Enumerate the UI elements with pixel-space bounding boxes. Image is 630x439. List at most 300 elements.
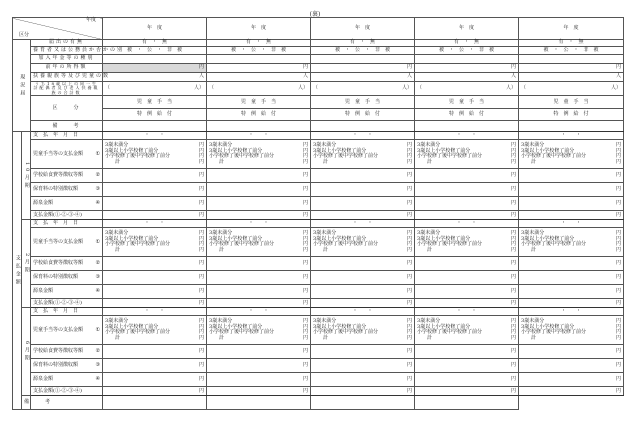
status-value-cell[interactable] (207, 40, 311, 47)
date-value: ・ ・ (456, 220, 477, 227)
payment-value-cell[interactable] (207, 316, 311, 345)
date-value: ・ ・ (352, 308, 373, 315)
detail-yen: 円 (199, 335, 205, 341)
status-value-cell[interactable] (415, 64, 519, 73)
yen-unit: 円 (407, 376, 413, 383)
payment-value-cell[interactable] (415, 257, 519, 271)
person-unit: 人 (616, 73, 622, 80)
payment-value-cell[interactable] (207, 345, 311, 359)
circle-1: ① (95, 238, 101, 245)
detail-yen: 円 (616, 329, 622, 336)
yen-unit: 円 (616, 211, 622, 218)
yen-unit: 円 (407, 211, 413, 218)
payment-value-cell[interactable] (103, 345, 207, 359)
person-unit: 人 (303, 73, 309, 80)
payment-value-cell[interactable] (311, 228, 415, 257)
detail-yen: 円 (303, 147, 309, 154)
payment-value-cell[interactable] (519, 228, 624, 257)
detail-line-label: 3歳未満分 (105, 318, 129, 325)
yen-unit: 円 (303, 172, 309, 179)
payment-value-cell[interactable] (311, 308, 415, 316)
status-value-cell[interactable] (103, 96, 207, 109)
nursery-fee-label: 保育料の特別徴収額 (33, 362, 79, 369)
detail-line-label: 3歳以上小学校修了前分 (417, 147, 471, 154)
detail-line-label: 3歳以上小学校修了前分 (313, 147, 367, 154)
detail-yen: 円 (199, 235, 205, 242)
detail-yen: 円 (616, 318, 622, 325)
yen-unit: 円 (199, 172, 205, 179)
tax-label: 源泉金額 (33, 200, 54, 207)
status-value-cell[interactable] (311, 64, 415, 73)
payment-value-cell[interactable] (311, 220, 415, 228)
yen-unit: 円 (511, 376, 517, 383)
payment-value-cell[interactable] (311, 316, 415, 345)
detail-line-label: 計 (427, 247, 433, 253)
payment-value-cell[interactable] (415, 345, 519, 359)
payment-remarks-cell[interactable] (207, 396, 311, 410)
payment-row-label (31, 211, 103, 220)
status-row-label (31, 96, 103, 121)
status-value-cell[interactable] (103, 121, 207, 132)
status-label-3: 前年の所得額 (45, 64, 88, 71)
payment-value-cell[interactable] (207, 299, 311, 308)
payment-row-label (31, 169, 103, 183)
payment-value-cell[interactable] (519, 169, 624, 183)
period-month-label: 6月期 (23, 340, 30, 363)
payment-value-cell[interactable] (103, 140, 207, 169)
period-month-label: 10月期 (23, 161, 30, 191)
payment-remarks-cell[interactable] (311, 396, 415, 410)
status-value-cell[interactable] (415, 40, 519, 47)
detail-yen: 円 (303, 335, 309, 341)
payment-value-cell[interactable] (207, 211, 311, 220)
detail-line-label: 計 (323, 335, 329, 341)
payment-value-cell[interactable] (207, 257, 311, 271)
payment-value-cell[interactable] (103, 169, 207, 183)
payment-value-cell[interactable] (519, 345, 624, 359)
payment-value-cell[interactable] (207, 308, 311, 316)
payment-value-cell[interactable] (311, 132, 415, 140)
status-value-cell[interactable] (415, 109, 519, 121)
payment-value-cell[interactable] (519, 271, 624, 285)
status-value-cell[interactable] (311, 55, 415, 64)
payment-row-label (31, 373, 103, 387)
payment-value-cell[interactable] (207, 220, 311, 228)
detail-line-label: 小学校修了後中学校修了前分 (313, 329, 379, 336)
teate-amount-label: 児童手当等の支払金額 (33, 150, 84, 157)
yen-unit: 円 (199, 274, 205, 281)
payment-value-cell[interactable] (311, 387, 415, 396)
status-row-label (31, 64, 103, 73)
date-label: 支 払 年 月 日 (33, 308, 79, 315)
payment-value-cell[interactable] (519, 359, 624, 373)
payment-value-cell[interactable] (103, 373, 207, 387)
status-value-cell[interactable] (103, 55, 207, 64)
yen-unit: 円 (511, 200, 517, 207)
payment-value-cell[interactable] (103, 316, 207, 345)
detail-line-label: 3歳未満分 (313, 142, 337, 149)
status-value-cell[interactable] (103, 109, 207, 121)
circle-3: ③ (95, 274, 101, 281)
payment-value-cell[interactable] (311, 359, 415, 373)
school-fee-label: 学校給食費等徴収等額 (33, 172, 84, 179)
detail-line-label: 小学校修了後中学校修了前分 (209, 241, 275, 248)
yen-unit: 円 (616, 172, 622, 179)
payment-value-cell[interactable] (519, 387, 624, 396)
date-value: ・ ・ (248, 220, 269, 227)
status-value-cell[interactable] (519, 121, 624, 132)
payment-value-cell[interactable] (207, 285, 311, 299)
yen-unit: 円 (199, 211, 205, 218)
status-value-cell[interactable] (311, 47, 415, 55)
detail-line-label: 計 (115, 335, 121, 341)
paren-close: 人） (506, 84, 517, 91)
payment-value-cell[interactable] (207, 271, 311, 285)
detail-yen: 円 (199, 153, 205, 160)
yen-unit: 円 (511, 348, 517, 355)
status-row-label (31, 40, 103, 47)
status-value-cell[interactable] (207, 47, 311, 55)
payment-value-cell[interactable] (207, 359, 311, 373)
detail-yen: 円 (511, 335, 517, 341)
payment-value-cell[interactable] (519, 220, 624, 228)
status-value-cell[interactable] (103, 64, 207, 73)
payment-value-cell[interactable] (415, 308, 519, 316)
yen-unit: 円 (199, 362, 205, 369)
date-value: ・ ・ (456, 308, 477, 315)
yen-unit: 円 (407, 274, 413, 281)
date-value: ・ ・ (144, 132, 165, 139)
payment-value-cell[interactable] (415, 140, 519, 169)
payment-value-cell[interactable] (415, 299, 519, 308)
payment-row-label (31, 132, 103, 140)
payment-value-cell[interactable] (519, 257, 624, 271)
person-unit: 人 (199, 73, 205, 80)
status-label-8: 備 考 (52, 122, 81, 129)
detail-line-label: 3歳以上小学校修了前分 (521, 323, 575, 330)
detail-yen: 円 (511, 318, 517, 325)
status-row-label (31, 121, 103, 132)
detail-yen: 円 (199, 247, 205, 253)
payment-value-cell[interactable] (519, 183, 624, 197)
payment-value-cell[interactable] (207, 183, 311, 197)
yen-unit: 円 (303, 387, 309, 394)
payment-value-cell[interactable] (311, 373, 415, 387)
circle-4: ④ (95, 200, 101, 207)
status-value-cell[interactable] (207, 55, 311, 64)
yen-unit: 円 (407, 299, 413, 306)
detail-yen: 円 (303, 247, 309, 253)
detail-yen: 円 (199, 241, 205, 248)
status-value-cell[interactable] (103, 82, 207, 96)
header-kubun: 区分 (19, 32, 30, 39)
payment-value-cell[interactable] (103, 359, 207, 373)
detail-line-label: 計 (427, 335, 433, 341)
guardian-value: 被 ・ 公 ・ 非 被 (439, 46, 495, 53)
detail-line-label: 小学校修了後中学校修了前分 (313, 241, 379, 248)
status-value-cell[interactable] (207, 121, 311, 132)
yen-unit: 円 (199, 376, 205, 383)
payment-value-cell[interactable] (103, 197, 207, 211)
payment-value-cell[interactable] (519, 308, 624, 316)
status-value-cell[interactable] (415, 55, 519, 64)
yen-unit: 円 (407, 288, 413, 295)
year-column-header (207, 18, 311, 40)
payment-row-label (31, 220, 103, 228)
detail-yen: 円 (303, 153, 309, 160)
payment-value-cell[interactable] (519, 373, 624, 387)
circle-3: ③ (95, 362, 101, 369)
detail-line-label: 3歳以上小学校修了前分 (313, 235, 367, 242)
payment-value-cell[interactable] (103, 183, 207, 197)
payment-value-cell[interactable] (519, 316, 624, 345)
detail-line-label: 計 (531, 159, 537, 165)
status-value-cell[interactable] (103, 40, 207, 47)
detail-line-label: 小学校修了後中学校修了前分 (417, 241, 483, 248)
status-label-4: 扶養親族等及び児童の数 (33, 73, 111, 80)
detail-yen: 円 (511, 153, 517, 160)
status-value-cell[interactable] (207, 96, 311, 109)
yen-unit: 円 (616, 200, 622, 207)
payment-value-cell[interactable] (103, 308, 207, 316)
payment-value-cell[interactable] (207, 197, 311, 211)
detail-line-label: 計 (115, 247, 121, 253)
payment-row-label (31, 228, 103, 257)
payment-value-cell[interactable] (207, 169, 311, 183)
detail-yen: 円 (407, 241, 413, 248)
payment-value-cell[interactable] (311, 211, 415, 220)
status-value-cell[interactable] (311, 109, 415, 121)
payment-value-cell[interactable] (103, 271, 207, 285)
payment-value-cell[interactable] (415, 197, 519, 211)
status-value-cell[interactable] (415, 47, 519, 55)
status-value-cell[interactable] (311, 40, 415, 47)
payment-value-cell[interactable] (519, 197, 624, 211)
date-label: 支 払 年 月 日 (33, 132, 79, 139)
payment-value-cell[interactable] (415, 132, 519, 140)
detail-yen: 円 (616, 142, 622, 149)
payment-value-cell[interactable] (415, 228, 519, 257)
detail-yen: 円 (199, 159, 205, 165)
payment-value-cell[interactable] (311, 169, 415, 183)
paren-close: 人） (194, 84, 205, 91)
status-value-cell[interactable] (415, 73, 519, 82)
payment-value-cell[interactable] (103, 257, 207, 271)
yen-unit: 円 (199, 64, 205, 71)
detail-yen: 円 (511, 147, 517, 154)
status-value-cell[interactable] (311, 121, 415, 132)
status-row-label (31, 46, 125, 55)
payment-value-cell[interactable] (415, 220, 519, 228)
detail-yen: 円 (199, 318, 205, 325)
paren-close: 人） (611, 84, 622, 91)
payment-value-cell[interactable] (415, 271, 519, 285)
circle-1: ① (95, 150, 101, 157)
status-value-cell[interactable] (519, 109, 624, 121)
person-unit: 人 (511, 73, 517, 80)
status-value-cell[interactable] (415, 121, 519, 132)
paren-open: （ (105, 84, 111, 91)
year-column-header (519, 18, 624, 40)
payment-value-cell[interactable] (311, 285, 415, 299)
date-value: ・ ・ (352, 132, 373, 139)
payment-value-cell[interactable] (311, 197, 415, 211)
detail-line-label: 小学校修了後中学校修了前分 (313, 153, 379, 160)
payment-value-cell[interactable] (519, 211, 624, 220)
payment-value-cell[interactable] (311, 299, 415, 308)
guardian-value: 被 ・ 公 ・ 非 被 (127, 46, 183, 53)
payment-value-cell[interactable] (415, 169, 519, 183)
status-value-cell[interactable] (415, 82, 519, 96)
status-value-cell[interactable] (519, 40, 624, 47)
payment-value-cell[interactable] (415, 285, 519, 299)
year-header-2: 年 度 (355, 24, 371, 31)
payment-value-cell[interactable] (311, 257, 415, 271)
status-value-cell[interactable] (311, 96, 415, 109)
todoke-value: 有 ・ 無 (454, 39, 480, 46)
payment-value-cell[interactable] (311, 345, 415, 359)
yen-unit: 円 (199, 200, 205, 207)
payment-value-cell[interactable] (103, 132, 207, 140)
detail-line-label: 小学校修了後中学校修了前分 (209, 329, 275, 336)
payment-value-cell[interactable] (207, 373, 311, 387)
yen-unit: 円 (407, 64, 413, 71)
status-value-cell[interactable] (519, 82, 624, 96)
yen-unit: 円 (303, 260, 309, 267)
status-value-cell[interactable] (519, 96, 624, 109)
detail-line-label: 小学校修了後中学校修了前分 (417, 329, 483, 336)
detail-yen: 円 (616, 247, 622, 253)
teate-option: 児 童 手 当 (449, 98, 485, 105)
payment-remarks-cell[interactable] (415, 396, 519, 410)
total-label: 支払金額(①-②-③-④) (33, 299, 82, 306)
detail-yen: 円 (511, 230, 517, 237)
payment-value-cell[interactable] (415, 359, 519, 373)
payment-remarks-cell[interactable] (103, 396, 207, 410)
date-value: ・ ・ (561, 220, 582, 227)
date-value: ・ ・ (144, 308, 165, 315)
status-value-cell[interactable] (415, 96, 519, 109)
payment-value-cell[interactable] (311, 183, 415, 197)
payment-value-cell[interactable] (519, 140, 624, 169)
status-value-cell[interactable] (207, 82, 311, 96)
detail-line-label: 小学校修了後中学校修了前分 (521, 329, 587, 336)
detail-yen: 円 (511, 241, 517, 248)
detail-yen: 円 (407, 147, 413, 154)
detail-yen: 円 (407, 159, 413, 165)
status-value-cell[interactable] (311, 73, 415, 82)
payment-value-cell[interactable] (519, 132, 624, 140)
paren-open: （ (521, 84, 527, 91)
school-fee-label: 学校給食費等徴収等額 (33, 260, 84, 267)
circle-3: ③ (95, 186, 101, 193)
payment-value-cell[interactable] (103, 387, 207, 396)
payment-value-cell[interactable] (415, 211, 519, 220)
detail-yen: 円 (511, 142, 517, 149)
yen-unit: 円 (199, 288, 205, 295)
yen-unit: 円 (199, 387, 205, 394)
payment-value-cell[interactable] (207, 387, 311, 396)
payment-value-cell[interactable] (415, 316, 519, 345)
status-value-cell[interactable] (311, 82, 415, 96)
payment-row-label (31, 257, 103, 271)
payment-value-cell[interactable] (103, 220, 207, 228)
status-value-cell[interactable] (519, 47, 624, 55)
payment-value-cell[interactable] (103, 211, 207, 220)
payment-value-cell[interactable] (519, 285, 624, 299)
payment-value-cell[interactable] (311, 271, 415, 285)
yen-unit: 円 (407, 186, 413, 193)
year-header-1: 年 度 (251, 24, 267, 31)
status-value-cell[interactable] (519, 55, 624, 64)
payment-value-cell[interactable] (415, 387, 519, 396)
payment-value-cell[interactable] (415, 183, 519, 197)
detail-yen: 円 (303, 323, 309, 330)
detail-yen: 円 (199, 230, 205, 237)
payment-value-cell[interactable] (415, 373, 519, 387)
yen-unit: 円 (511, 172, 517, 179)
payment-value-cell[interactable] (103, 285, 207, 299)
detail-yen: 円 (616, 335, 622, 341)
yen-unit: 円 (199, 186, 205, 193)
detail-line-label: 3歳以上小学校修了前分 (417, 323, 471, 330)
status-row-label (31, 82, 103, 96)
yen-unit: 円 (303, 64, 309, 71)
year-header-3: 年 度 (459, 24, 475, 31)
detail-line-label: 3歳未満分 (209, 230, 233, 237)
payment-row-label (31, 345, 103, 359)
tax-label: 源泉金額 (33, 376, 54, 383)
date-value: ・ ・ (144, 220, 165, 227)
detail-line-label: 3歳未満分 (105, 142, 129, 149)
status-group-label: 現況届 (19, 73, 26, 98)
yen-unit: 円 (303, 376, 309, 383)
status-value-cell[interactable] (103, 73, 207, 82)
status-value-cell[interactable] (207, 73, 311, 82)
guardian-value: 被 ・ 公 ・ 非 被 (231, 46, 287, 53)
payment-value-cell[interactable] (519, 299, 624, 308)
detail-line-label: 小学校修了後中学校修了前分 (105, 241, 171, 248)
payment-value-cell[interactable] (207, 132, 311, 140)
detail-line-label: 小学校修了後中学校修了前分 (521, 153, 587, 160)
detail-yen: 円 (199, 329, 205, 336)
status-value-cell[interactable] (207, 109, 311, 121)
status-value-cell[interactable] (519, 73, 624, 82)
tokurei-option: 特 例 給 付 (345, 111, 381, 118)
detail-line-label: 3歳以上小学校修了前分 (105, 323, 159, 330)
detail-line-label: 計 (427, 159, 433, 165)
payment-value-cell[interactable] (103, 299, 207, 308)
payment-value-cell[interactable] (207, 140, 311, 169)
status-group-cell (13, 40, 31, 132)
detail-yen: 円 (511, 323, 517, 330)
payment-value-cell[interactable] (207, 228, 311, 257)
payment-value-cell[interactable] (311, 140, 415, 169)
header-diagonal-cell (13, 18, 103, 40)
status-label-2: 加入年金等の種別 (38, 55, 95, 62)
year-column-header (415, 18, 519, 40)
payment-value-cell[interactable] (103, 228, 207, 257)
yen-unit: 円 (511, 260, 517, 267)
school-fee-label: 学校給食費等徴収等額 (33, 348, 84, 355)
detail-yen: 円 (511, 247, 517, 253)
detail-line-label: 計 (115, 159, 121, 165)
detail-yen: 円 (407, 142, 413, 149)
status-value-cell[interactable] (519, 64, 624, 73)
period-cell (22, 132, 31, 220)
yen-unit: 円 (616, 362, 622, 369)
status-value-cell[interactable] (207, 64, 311, 73)
